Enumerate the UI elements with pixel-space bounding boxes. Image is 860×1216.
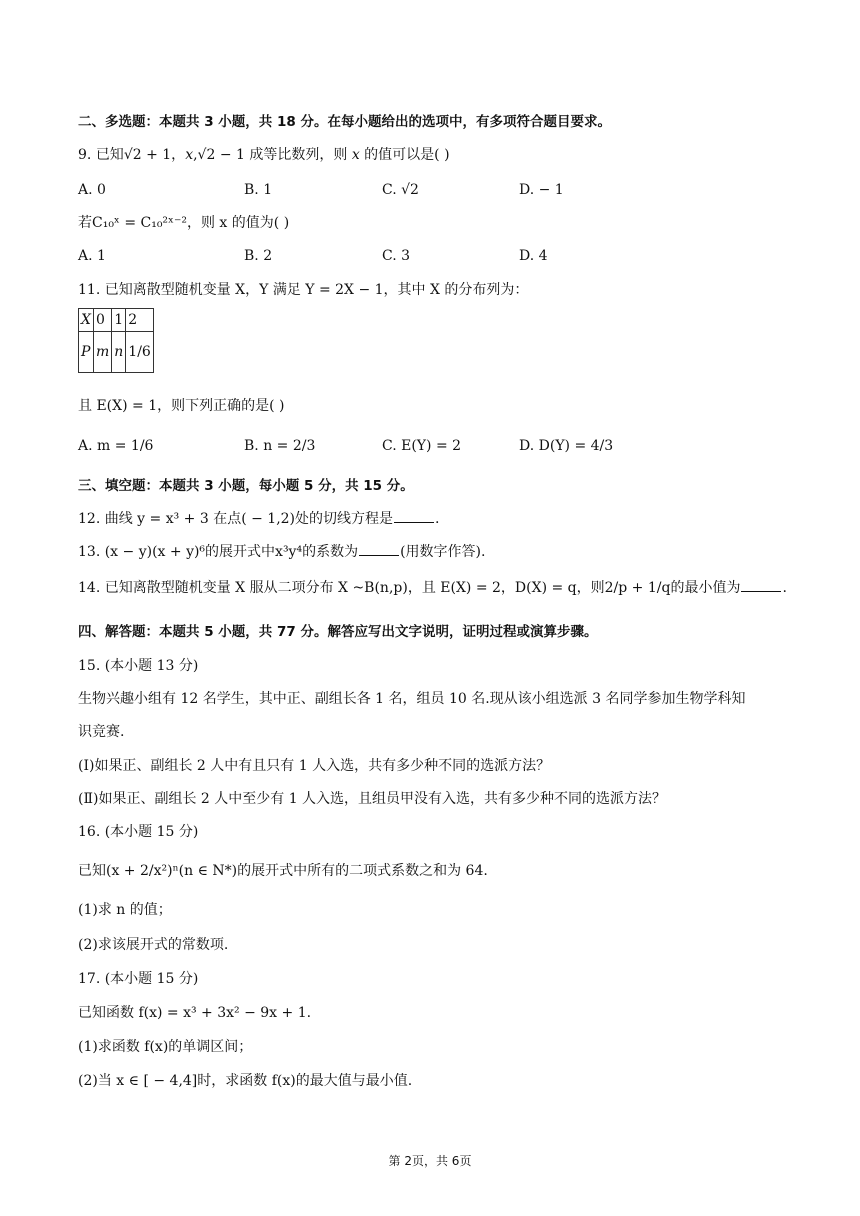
q13-end: (用数字作答). [400,544,486,560]
q11-option-c: C. E(Y) = 2 [382,438,462,454]
q16-part-2: (2)求该展开式的常数项. [78,937,229,953]
q16-header: 16. (本小题 15 分) [78,824,199,840]
q9-expr1: √2 + 1， [123,147,186,163]
table-cell: 1 [112,309,126,332]
q17-part-2: (2)当 x ∈ [ − 4,4]时，求函数 f(x)的最大值与最小值. [78,1073,413,1089]
q15-part-2: (Ⅱ)如果正、副组长 2 人中至少有 1 人入选，且组员甲没有入选，共有多少种不同的选派方法？ [78,791,667,807]
q10-option-b: B. 2 [244,248,273,264]
q11-option-b: B. n = 2/3 [244,438,316,454]
q15-part-1: (Ⅰ)如果正、副组长 2 人中有且只有 1 人入选，共有多少种不同的选派方法？ [78,758,551,774]
answer-blank [394,510,434,523]
table-cell: 0 [93,309,111,332]
q17-part-1: (1)求函数 f(x)的单调区间； [78,1039,253,1055]
q9-pre: 已知 [95,147,124,163]
q16-part-1: (1)求 n 的值； [78,902,172,918]
table-cell: P [79,332,94,373]
table-cell: n [112,332,126,373]
page-footer: 第 2页，共 6页 [388,1154,472,1168]
answer-blank [359,543,399,556]
q15-line-2: 识竞赛. [78,724,125,740]
question-14: 14. 已知离散型随机变量 X 服从二项分布 X ~B(n,p)，且 E(X) = 2，D(X) = q，则2/p + 1/q的最小值为 . [78,580,787,596]
section-3-title: 三、填空题：本题共 3 小题，每小题 5 分，共 15 分。 [78,478,414,494]
q9-expr2: ,√2 − 1 [193,147,245,163]
q17-line-1: 已知函数 f(x) = x³ + 3x² − 9x + 1. [78,1005,312,1021]
q17-header: 17. (本小题 15 分) [78,971,199,987]
table-cell: 2 [126,309,154,332]
q9-option-c: C. √2 [382,182,419,198]
q10-option-c: C. 3 [382,248,411,264]
q14-frac-1: 2/p [604,580,628,596]
q13-text: 13. (x − y)(x + y)⁶的展开式中x³y⁴的系数为 [78,544,359,560]
q9-post2: 的值可以是( ) [359,147,450,163]
table-cell: 1/6 [126,332,154,373]
table-cell: m [93,332,111,373]
q15-header: 15. (本小题 13 分) [78,658,199,674]
section-4-title: 四、解答题：本题共 5 小题，共 77 分。解答应写出文字说明，证明过程或演算步骤。 [78,624,598,640]
question-9 [78,145,450,165]
q16-line-1: 已知(x + 2/x²)ⁿ(n ∈ N*)的展开式中所有的二项式系数之和为 64. [78,863,488,879]
answer-blank [741,579,781,592]
q12-end: . [435,511,440,527]
distribution-table [78,308,154,373]
q9-var: x [185,147,194,163]
q9-number: 9. [78,147,96,163]
q9-options [78,180,778,200]
section-2-title: 二、多选题：本题共 3 小题，共 18 分。在每小题给出的选项中，有多项符合题目要求。 [78,114,611,130]
question-12 [78,509,439,529]
question-11: 11. 已知离散型随机变量 X，Y 满足 Y = 2X − 1，其中 X 的分布列为： [78,282,529,298]
q9-option-d: D. − 1 [519,182,564,198]
q9-option-a: A. 0 [78,182,106,198]
q14-frac-2: 1/q [647,580,671,596]
question-13 [78,542,485,562]
q12-text: 12. 曲线 y = x³ + 3 在点( − 1,2)处的切线方程是 [78,511,394,527]
q9-option-b: B. 1 [244,182,273,198]
question-10: 若C₁₀ˣ = C₁₀²ˣ⁻²，则 x 的值为( ) [78,215,290,231]
table-row [79,309,154,332]
q15-line-1: 生物兴趣小组有 12 名学生，其中正、副组长各 1 名，组员 10 名.现从该小组选派 3 名同学参加生物学科知 [78,691,746,707]
q11-options [78,436,778,456]
q9-post: 成等比数列，则 [244,147,352,163]
table-cell: X [79,309,94,332]
q14-end: . [782,580,787,596]
q10-option-a: A. 1 [78,248,106,264]
q11-option-d: D. D(Y) = 4/3 [519,438,614,454]
q10-option-d: D. 4 [519,248,548,264]
q11-option-a: A. m = 1/6 [78,438,154,454]
table-row [79,332,154,373]
q11-condition: 且 E(X) = 1，则下列正确的是( ) [78,398,285,414]
q9-var-2: x [351,147,360,163]
q10-options [78,246,778,266]
q14-mid: 的最小值为 [670,580,741,596]
q14-text: 14. 已知离散型随机变量 X 服从二项分布 X ~B(n,p)，且 E(X) = 2，D(X) = q，则 [78,580,605,596]
